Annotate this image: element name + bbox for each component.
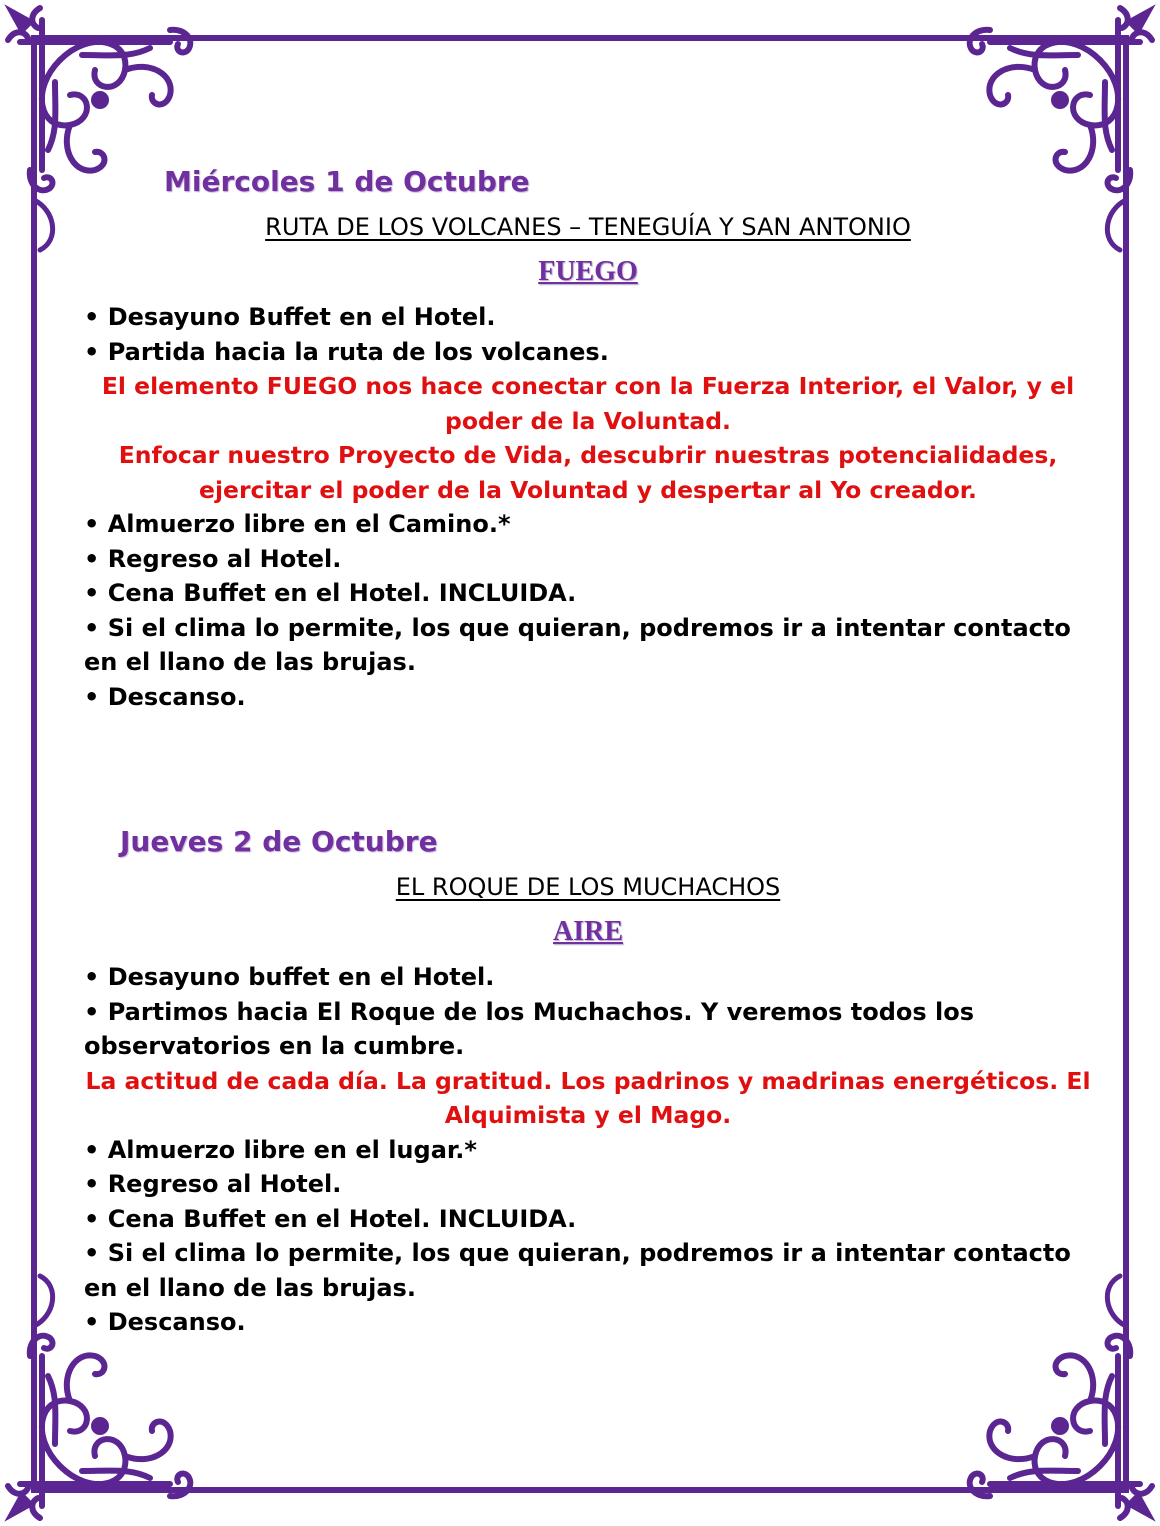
day1-list xyxy=(84,300,1092,714)
element-note: Enfocar nuestro Proyecto de Vida, descubrir nuestras potencialidades, ejercitar el poder de la Voluntad y despertar al Yo creador. xyxy=(118,441,1058,504)
day2-title: Jueves 2 de Octubre xyxy=(120,825,438,858)
element-note: La actitud de cada día. La gratitud. Los padrinos y madrinas energéticos. El Alquimista y el Mago. xyxy=(85,1066,1091,1129)
list-item: • Cena Buffet en el Hotel. INCLUIDA. xyxy=(84,576,1092,611)
list-item: • Almuerzo libre en el Camino.* xyxy=(84,507,1092,542)
day2-element: AIRE xyxy=(552,916,623,947)
list-item: • Desayuno buffet en el Hotel. xyxy=(84,960,1092,995)
list-item: • Si el clima lo permite, los que quieran, podremos ir a intentar contacto en el llano de las brujas. xyxy=(84,1236,1092,1305)
list-item: • Descanso. xyxy=(84,680,1092,715)
day1-route: RUTA DE LOS VOLCANES – TENEGUÍA Y SAN ANTONIO xyxy=(265,213,911,241)
list-item: • Si el clima lo permite, los que quieran, podremos ir a intentar contacto en el llano de las brujas. xyxy=(84,611,1092,680)
element-note: El elemento FUEGO nos hace conectar con la Fuerza Interior, el Valor, y el poder de la Voluntad. xyxy=(101,372,1075,435)
day1-element: FUEGO xyxy=(538,256,638,287)
list-item: • Partida hacia la ruta de los volcanes. xyxy=(84,335,1092,370)
list-item: • Partimos hacia El Roque de los Muchachos. Y veremos todos los observatorios en la cumbre. xyxy=(84,995,1092,1064)
list-item: • Regreso al Hotel. xyxy=(84,1167,1092,1202)
day2-route: EL ROQUE DE LOS MUCHACHOS xyxy=(395,873,781,901)
day2-list xyxy=(84,960,1092,1340)
list-item: • Regreso al Hotel. xyxy=(84,542,1092,577)
list-item: • Descanso. xyxy=(84,1305,1092,1340)
list-item: • Cena Buffet en el Hotel. INCLUIDA. xyxy=(84,1202,1092,1237)
list-item: • Desayuno Buffet en el Hotel. xyxy=(84,300,1092,335)
list-item: • Almuerzo libre en el lugar.* xyxy=(84,1133,1092,1168)
day1-title: Miércoles 1 de Octubre xyxy=(164,165,530,198)
